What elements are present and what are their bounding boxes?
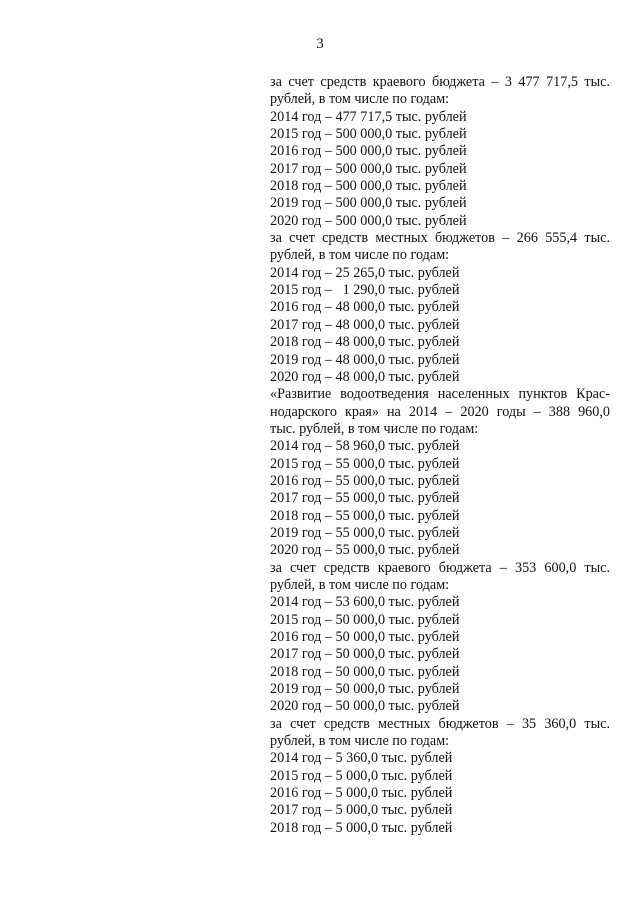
- year-line: 2020 год – 55 000,0 тыс. рублей: [270, 542, 460, 559]
- year-line: 2020 год – 500 000,0 тыс. рублей: [270, 212, 467, 229]
- paragraph-line: рублей, в том числе по годам:: [270, 247, 450, 264]
- page-number: 3: [316, 36, 324, 52]
- year-line: 2016 год – 48 000,0 тыс. рублей: [270, 299, 460, 316]
- year-line: 2015 год – 1 290,0 тыс. рублей: [270, 282, 460, 299]
- year-line: 2016 год – 5 000,0 тыс. рублей: [270, 785, 453, 802]
- year-line: 2016 год – 50 000,0 тыс. рублей: [270, 629, 460, 645]
- year-line: 2020 год – 50 000,0 тыс. рублей: [270, 698, 460, 715]
- paragraph-line: рублей, в том числе по годам:: [270, 91, 450, 108]
- year-line: 2017 год – 50 000,0 тыс. рублей: [270, 646, 460, 663]
- year-line: 2018 год – 500 000,0 тыс. рублей: [270, 178, 467, 195]
- paragraph-line: за счет средств местных бюджетов – 266 555,4 тыс.: [270, 230, 610, 247]
- year-line: 2018 год – 5 000,0 тыс. рублей: [270, 819, 453, 836]
- year-line: 2015 год – 50 000,0 тыс. рублей: [270, 611, 460, 628]
- paragraph-line: за счет средств краевого бюджета – 353 600,0 тыс.: [270, 559, 610, 576]
- paragraph-line: нодарского края» на 2014 – 2020 годы – 388 960,0: [270, 403, 610, 420]
- year-line: 2019 год – 55 000,0 тыс. рублей: [270, 524, 460, 541]
- paragraph-line: рублей, в том числе по годам:: [270, 576, 450, 593]
- year-line: 2017 год – 500 000,0 тыс. рублей: [270, 160, 467, 177]
- paragraph-line: «Развитие водоотведения населенных пунктов Крас-: [270, 386, 610, 403]
- paragraph-line: тыс. рублей, в том числе по годам:: [270, 420, 479, 437]
- year-line: 2018 год – 50 000,0 тыс. рублей: [270, 663, 460, 680]
- year-line: 2017 год – 55 000,0 тыс. рублей: [270, 490, 460, 507]
- document-body: [270, 74, 610, 837]
- year-line: 2018 год – 48 000,0 тыс. рублей: [270, 334, 460, 351]
- paragraph-line: за счет средств местных бюджетов – 35 360,0 тыс.: [270, 715, 610, 732]
- year-line: 2017 год – 48 000,0 тыс. рублей: [270, 316, 460, 333]
- year-line: 2015 год – 5 000,0 тыс. рублей: [270, 767, 453, 784]
- paragraph-line: за счет средств краевого бюджета – 3 477 717,5 тыс.: [270, 74, 610, 90]
- year-line: 2019 год – 50 000,0 тыс. рублей: [270, 681, 460, 698]
- year-line: 2020 год – 48 000,0 тыс. рублей: [270, 368, 460, 385]
- year-line: 2019 год – 500 000,0 тыс. рублей: [270, 195, 467, 212]
- year-line: 2014 год – 58 960,0 тыс. рублей: [270, 438, 460, 455]
- year-line: 2017 год – 5 000,0 тыс. рублей: [270, 802, 453, 819]
- year-line: 2015 год – 500 000,0 тыс. рублей: [270, 126, 467, 143]
- year-line: 2015 год – 55 000,0 тыс. рублей: [270, 455, 460, 472]
- year-line: 2018 год – 55 000,0 тыс. рублей: [270, 507, 460, 524]
- year-line: 2016 год – 500 000,0 тыс. рублей: [270, 143, 467, 160]
- year-line: 2014 год – 53 600,0 тыс. рублей: [270, 594, 460, 611]
- year-line: 2014 год – 5 360,0 тыс. рублей: [270, 750, 453, 767]
- year-line: 2014 год – 25 265,0 тыс. рублей: [270, 264, 460, 281]
- year-line: 2016 год – 55 000,0 тыс. рублей: [270, 472, 460, 489]
- year-line: 2019 год – 48 000,0 тыс. рублей: [270, 351, 460, 368]
- year-line: 2014 год – 477 717,5 тыс. рублей: [270, 108, 467, 125]
- paragraph-line: рублей, в том числе по годам:: [270, 733, 450, 750]
